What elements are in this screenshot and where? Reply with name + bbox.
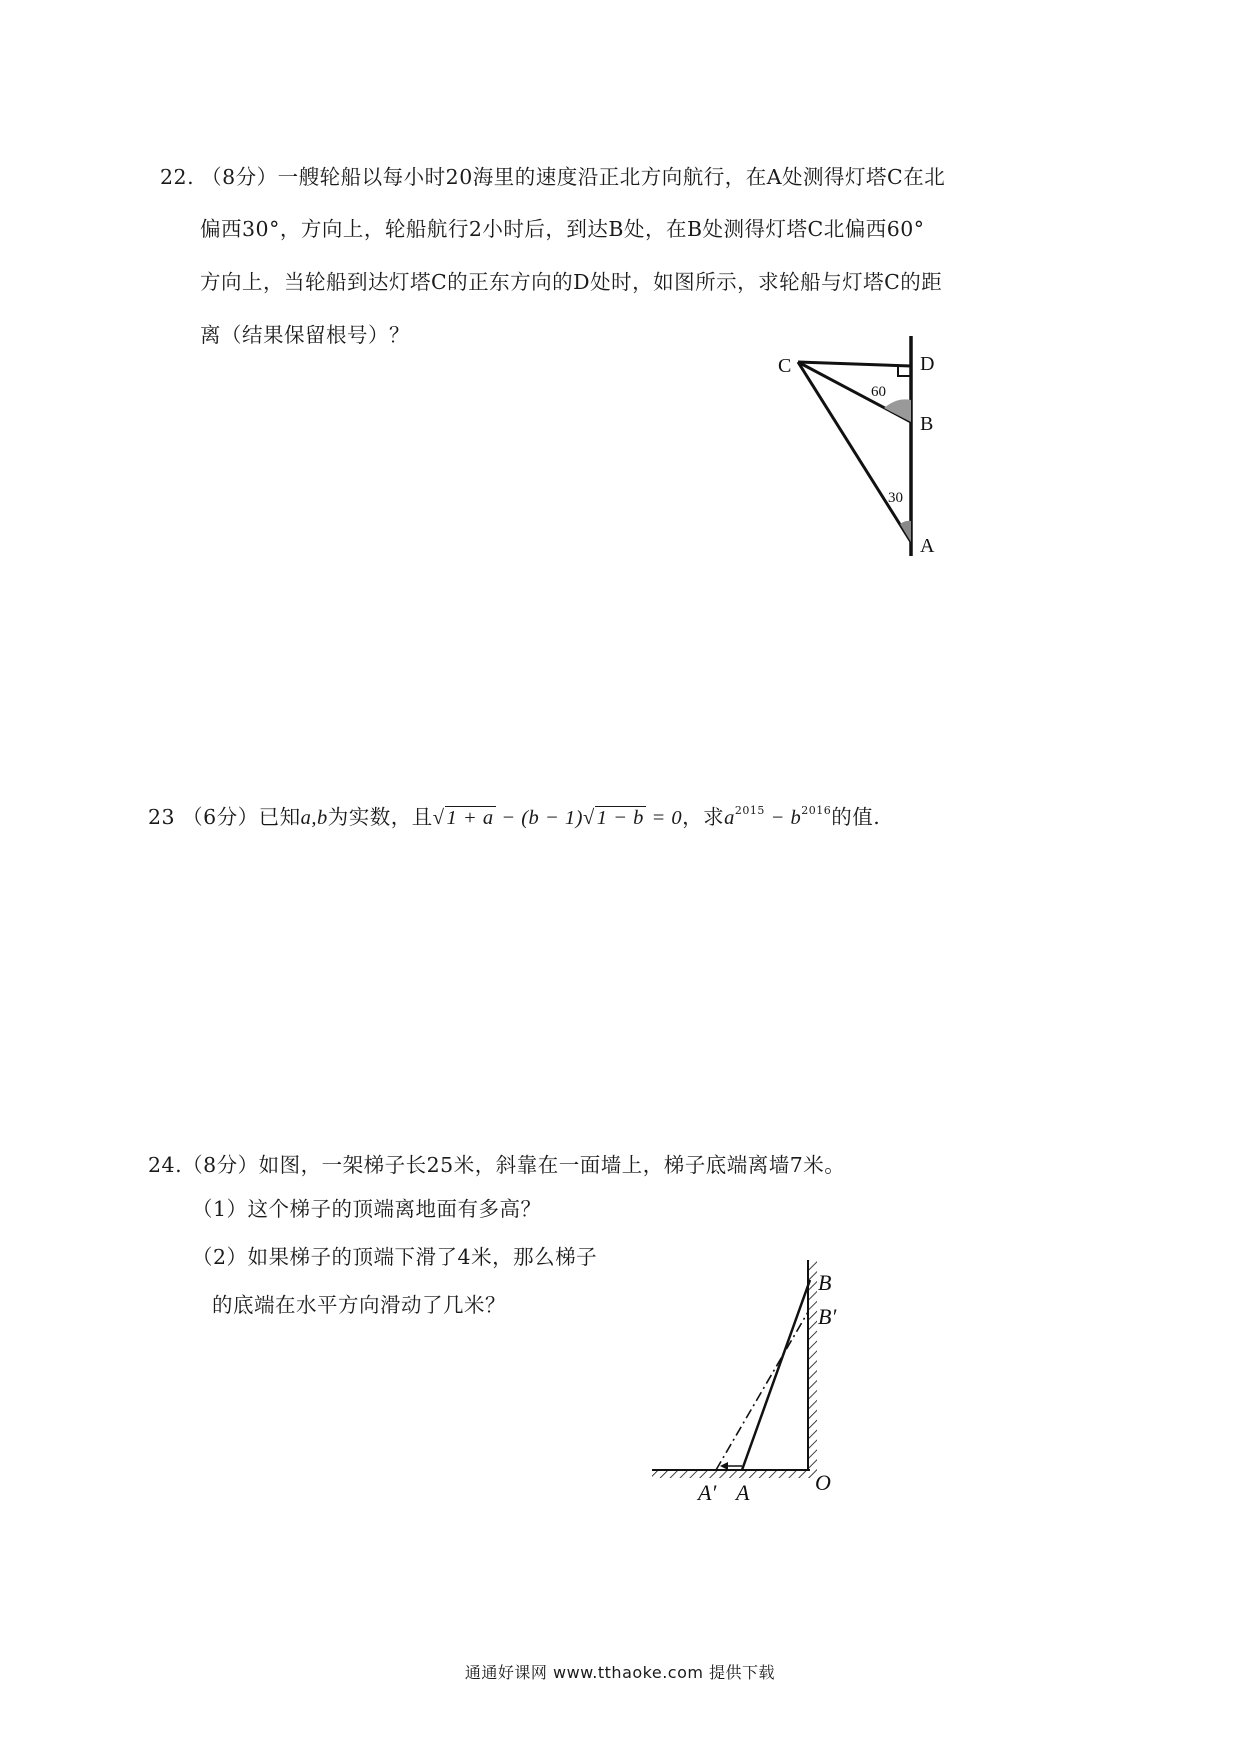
q22-label-a: A: [920, 535, 935, 557]
q23-suffix: 的值.: [831, 805, 881, 829]
q22-angle-60: 60: [871, 384, 886, 400]
q23-minus-1: − (b − 1): [495, 807, 583, 829]
q23-eq: = 0: [645, 807, 683, 829]
q23-sqrt-1: √1 + a: [432, 807, 494, 829]
q23-exp-b: 2016: [801, 804, 832, 817]
q23-vars: a,b: [300, 807, 328, 829]
q24-sub-1: （1）这个梯子的顶端离地面有多高？: [192, 1197, 542, 1221]
q22-line-3: 方向上，当轮船到达灯塔C的正东方向的D处时，如图所示，求轮船与灯塔C的距: [200, 270, 943, 294]
q22-label-c: C: [778, 355, 792, 377]
q24-label-b-prime: B′: [818, 1304, 837, 1329]
q22-line-1: 22. （8分）一艘轮船以每小时20海里的速度沿正北方向航行，在A处测得灯塔C在北: [160, 165, 946, 189]
q24-label-b: B: [818, 1270, 832, 1295]
q24-label-o: O: [815, 1470, 831, 1495]
page-footer: 通通好课网 www.tthaoke.com 提供下载: [464, 1663, 776, 1682]
q22-figure: [760, 330, 960, 570]
q24-figure: [650, 1250, 870, 1510]
q24-label-a-prime: A′: [698, 1480, 717, 1505]
q22-label-d: D: [920, 353, 935, 375]
q24-label-a: A: [736, 1480, 750, 1505]
q22-line-2: 偏西30°，方向上，轮船航行2小时后，到达B处，在B处测得灯塔C北偏西60°: [200, 217, 925, 241]
q24-sub-2a: （2）如果梯子的顶端下滑了4米，那么梯子: [192, 1245, 598, 1269]
q23-line: [148, 800, 880, 830]
q24-sub-2b: 的底端在水平方向滑动了几米？: [212, 1293, 506, 1317]
q23-sqrt-2: √1 − b: [582, 807, 644, 829]
q23-base-b: b: [790, 807, 802, 829]
q23-prefix: 23 （6分）已知: [148, 805, 301, 829]
q23-ask: ，求: [682, 805, 725, 829]
q23-minus-2: −: [764, 807, 791, 829]
q22-angle-30: 30: [888, 490, 903, 506]
q22-line-4: 离（结果保留根号）？: [200, 323, 410, 347]
q23-exp-a: 2015: [734, 804, 765, 817]
q23-mid: 为实数，且: [327, 805, 433, 829]
q24-line-1: 24.（8分）如图，一架梯子长25米，斜靠在一面墙上，梯子底端离墙7米。: [148, 1153, 846, 1177]
q22-label-b: B: [920, 413, 934, 435]
q23-base-a: a: [724, 807, 735, 829]
